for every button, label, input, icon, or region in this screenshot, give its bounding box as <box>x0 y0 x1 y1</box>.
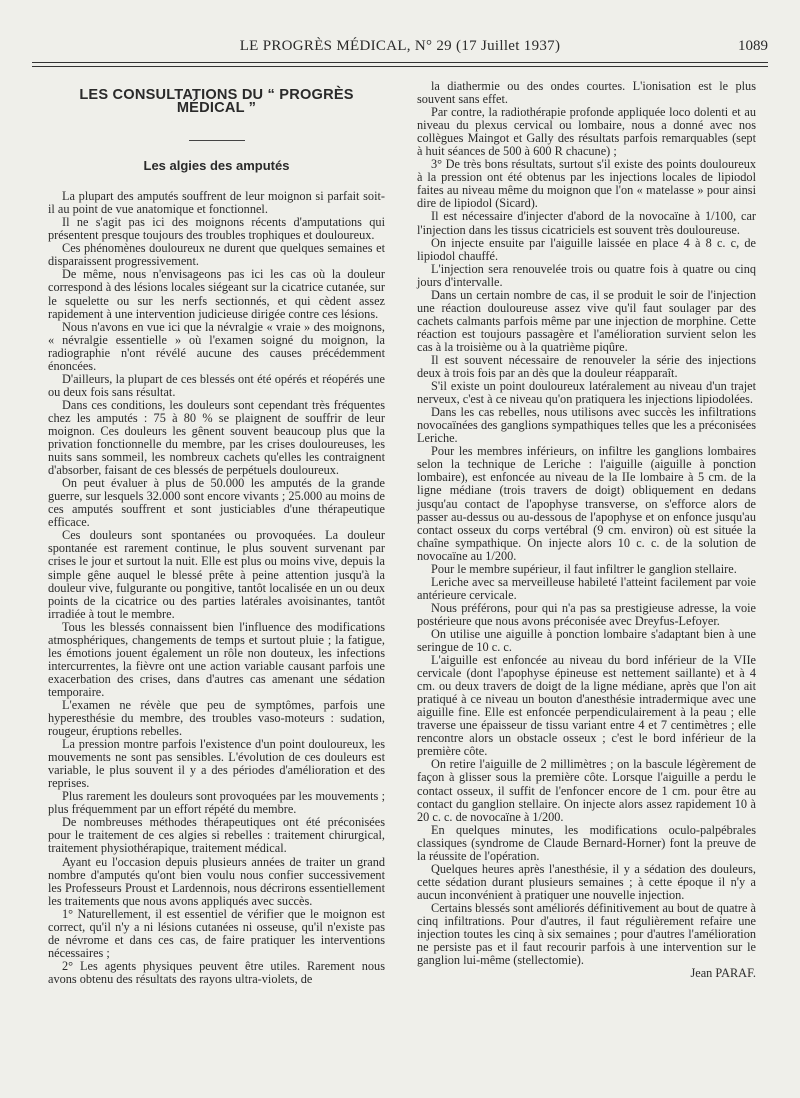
header-rule-thick <box>32 62 768 63</box>
paragraph: Pour le membre supérieur, il faut infiltrer le ganglion stellaire. <box>431 561 737 576</box>
section-title: LES CONSULTATIONS DU “ PROGRÈS MÉDICAL ” <box>79 87 354 117</box>
journal-header-title: LE PROGRÈS MÉDICAL, N° 29 (17 Juillet 1937) <box>239 38 561 54</box>
right-column <box>417 80 756 980</box>
paragraph: Ayant eu l'occasion depuis plusieurs années de traiter un grand nombre d'amputés qu'ont bien voulu nous confier successivement les Professeurs Proust et Lardennois, nous décrirons essentiellement les traitements que nous avons appliqués avec succès. <box>48 854 385 908</box>
paragraph: la diathermie ou des ondes courtes. L'ionisation est le plus souvent sans effet. <box>417 79 756 107</box>
paragraph: On injecte ensuite par l'aiguille laissée en place 4 à 8 c. c, de lipiodol chauffé. <box>417 235 756 263</box>
paragraph: Dans ces conditions, les douleurs sont cependant très fréquentes chez les amputés : 75 à 80 % se plaignent de souffrir de leur moignon. Ces douleurs les gênent souvent beaucoup plus que la privation fonctionnelle du membre, par les crises douloureuses, les nuits sans sommeil, les nombreux cachets qu'elles les contraignent d'absorber, faisant de ces blessés de perpétuels douloureux. <box>48 397 385 478</box>
paragraph: Dans un certain nombre de cas, il se produit le soir de l'injection une réaction douloureuse assez vive qu'il faut soulager par des cachets calmants parfois même par une injection de morphine. Cette réaction est toujours passagère et l'amélioration survient selon les cas à la troisième ou à la quatrième piqûre. <box>417 287 756 354</box>
header-rule-thin <box>32 66 768 67</box>
paragraph: En quelques minutes, les modifications oculo-palpébrales classiques (syndrome de Claude Bernard-Horner) font la preuve de la réussite de l'opération. <box>417 822 756 863</box>
paragraph: Par contre, la radiothérapie profonde appliquée loco dolenti et au niveau du plexus cervical ou lombaire, nous a donné avec nos collègues Maingot et Gally des résultats parfois remarquables (sept à huit séances de 500 à 600 R chacune) ; <box>417 105 756 159</box>
paragraph: On peut évaluer à plus de 50.000 les amputés de la grande guerre, sur lesquels 32.000 sont encore vivants ; 25.000 au moins de ces amputés souffrent et sont justiciables d'une thérapeutique efficace. <box>48 476 385 530</box>
paragraph: Il ne s'agit pas ici des moignons récents d'amputations qui présentent presque toujours des troubles trophiques et douloureux. <box>48 215 385 243</box>
paragraph: Ces douleurs sont spontanées ou provoquées. La douleur spontanée est rarement continue, le plus souvent survenant par crises le jour et surtout la nuit. Elle est plus ou moins vive, depuis la simple gêne auquel le blessé prête à peine attention jusqu'à la douleur vive, fulgurante ou pongitive, tantôt localisée en un ou deux points de la cicatrice ou des parties latérales avoisinantes, tantôt irradiée à tout le membre. <box>48 528 385 621</box>
paragraph: La pression montre parfois l'existence d'un point douloureux, les mouvements ne sont pas sensibles. L'évolution de ces douleurs est variable, le plus souvent il y a des périodes d'amélioration et des reprises. <box>48 737 385 791</box>
right-column-body <box>417 80 756 967</box>
paragraph: 2° Les agents physiques peuvent être utiles. Rarement nous avons obtenu des résultats des rayons ultra-violets, de <box>48 958 385 986</box>
paragraph: Tous les blessés connaissent bien l'influence des modifications atmosphériques, changements de temps et surtout pluie ; la fatigue, les émotions jouent également un rôle non douteux, les infections intercurrentes, la fièvre ont une action variable causant parfois une exacerbation des crises, dans d'autres cas amenant une sédation temporaire. <box>48 619 385 699</box>
paragraph: Il est nécessaire d'injecter d'abord de la novocaïne à 1/100, car l'injection dans les tissus cicatriciels est souvent très douloureuse. <box>417 209 756 237</box>
paragraph: Plus rarement les douleurs sont provoquées par les mouvements ; plus fréquemment par un effort répété du membre. <box>48 789 385 817</box>
paragraph: Il est souvent nécessaire de renouveler la série des injections deux à trois fois par an dès que la douleur réapparaît. <box>417 352 756 381</box>
paragraph: S'il existe un point douloureux latéralement au niveau d'un trajet nerveux, c'est à ce niveau qu'on pratiquera les injections lipiodolées. <box>417 379 756 407</box>
paragraph: Leriche avec sa merveilleuse habileté l'atteint facilement par voie antérieure cervicale. <box>417 574 756 602</box>
title-divider <box>189 140 245 141</box>
paragraph: De nombreuses méthodes thérapeutiques ont été préconisées pour le traitement de ces algies si rebelles : traitement chirurgical, traitement physiothérapique, traitement médical. <box>48 815 385 856</box>
paragraph: On retire l'aiguille de 2 millimètres ; on la bascule légèrement de façon à glisser sous la première côte. Lorsque l'aiguille a perdu le contact osseux, il suffit de l'enfoncer encore de 1 cm. pour être au contact du ganglion stellaire. On injecte alors assez rapidement 10 à 20 c. c. de novocaïne à 1/200. <box>417 757 756 824</box>
paragraph: On utilise une aiguille à ponction lombaire s'adaptant bien à une seringue de 10 c. c. <box>417 626 756 655</box>
paragraph: Nous n'avons en vue ici que la névralgie « vraie » des moignons, « névralgie essentielle » où l'examen soigné du moignon, la radiographie n'ont révélé aucune des causes précédemment énoncées. <box>48 319 385 373</box>
paragraph: L'aiguille est enfoncée au niveau du bord inférieur de la VIIe cervicale (dont l'apophyse épineuse est nettement saillante) et à 4 cm. ou deux travers de doigt de la ligne médiane, après que l'on ait pratiqué à ce niveau un bouton d'anesthésie intradermique avec une aiguille fine. Elle est enfoncée perpendiculairement à la peau ; elle traverse une épaisseur de tissu variant entre 4 et 7 centimètres ; elle rencontre alors un obstacle osseux ; c'est le bord inférieur de la première côte. <box>417 653 756 759</box>
paragraph: 3° De très bons résultats, surtout s'il existe des points douloureux à la pression ont été obtenus par les injections locales de lipiodol faites au niveau même du moignon que l'on « matelasse » pour ainsi dire de lipiodol (Sicard). <box>417 157 756 211</box>
paragraph: D'ailleurs, la plupart de ces blessés ont été opérés et réopérés une ou deux fois sans résultat. <box>48 371 385 399</box>
running-header <box>32 38 768 54</box>
paragraph: Quelques heures après l'anesthésie, il y a sédation des douleurs, cette sédation durant plusieurs semaines ; à cette époque il n'y a aucun inconvénient à pratiquer une nouvelle injection. <box>417 861 756 902</box>
left-column <box>48 80 385 986</box>
paragraph: Nous préférons, pour qui n'a pas sa prestigieuse adresse, la voie postérieure que nous avons préconisée avec Dreyfus-Lefoyer. <box>417 600 756 628</box>
article-title: Les algies des amputés <box>143 158 290 174</box>
paragraph: Pour les membres inférieurs, on infiltre les ganglions lombaires selon la technique de Leriche : l'aiguille (aiguille à ponction lombaire), est enfoncée au niveau de la IIe lombaire à 5 cm. de la ligne médiane (trois travers de doigt) obliquement en dedans jusqu'au contact de l'apophyse transverse, on s'efforce alors de passer au-dessus ou au-dessous de l'apophyse et on enfonce jusqu'au contact osseux du corps vertébral (9 cm. environ) où est située la chaîne sympathique. On injecte alors 10 c. c. de la solution de novocaïne au 1/200. <box>417 444 756 563</box>
paragraph: Certains blessés sont améliorés définitivement au bout de quatre à cinq infiltrations. Pour d'autres, il faut régulièrement refaire une injection toutes les cinq à six semaines ; pour d'autres l'amélioration ne persiste pas et il faut recourir parfois à une intervention sur le ganglion lui-même (stellectomie). <box>417 900 756 968</box>
paragraph: La plupart des amputés souffrent de leur moignon si parfait soit-il au point de vue anatomique et fonctionnel. <box>48 189 385 217</box>
page-number: 1089 <box>738 38 768 54</box>
paragraph: L'injection sera renouvelée trois ou quatre fois à quatre ou cinq jours d'intervalle. <box>417 261 756 289</box>
paragraph: 1° Naturellement, il est essentiel de vérifier que le moignon est correct, qu'il n'y a ni lésions cutanées ni osseuse, qu'il n'existe pas de névrome et dans ces cas, de faire pratiquer les interventions nécessaires ; <box>48 906 385 960</box>
left-column-body <box>48 190 385 986</box>
paragraph: Dans les cas rebelles, nous utilisons avec succès les infiltrations novocaïnées des ganglions sympathiques telles que les a préconisées Leriche. <box>417 405 756 446</box>
paragraph: L'examen ne révèle que peu de symptômes, parfois une hyperesthésie du membre, des troubles vaso-moteurs : sudation, rougeur, éruptions rebelles. <box>48 697 385 739</box>
author-signature: Jean PARAF. <box>690 966 756 981</box>
paragraph: Ces phénomènes douloureux ne durent que quelques semaines et disparaissent progressivement. <box>48 241 385 269</box>
paragraph: De même, nous n'envisageons pas ici les cas où la douleur correspond à des lésions locales siégeant sur la cicatrice cutanée, sur le squelette ou sur les nerfs sectionnés, et qui cèdent assez rapidement à une intervention judicieuse dirigée contre ces lésions. <box>48 267 385 321</box>
